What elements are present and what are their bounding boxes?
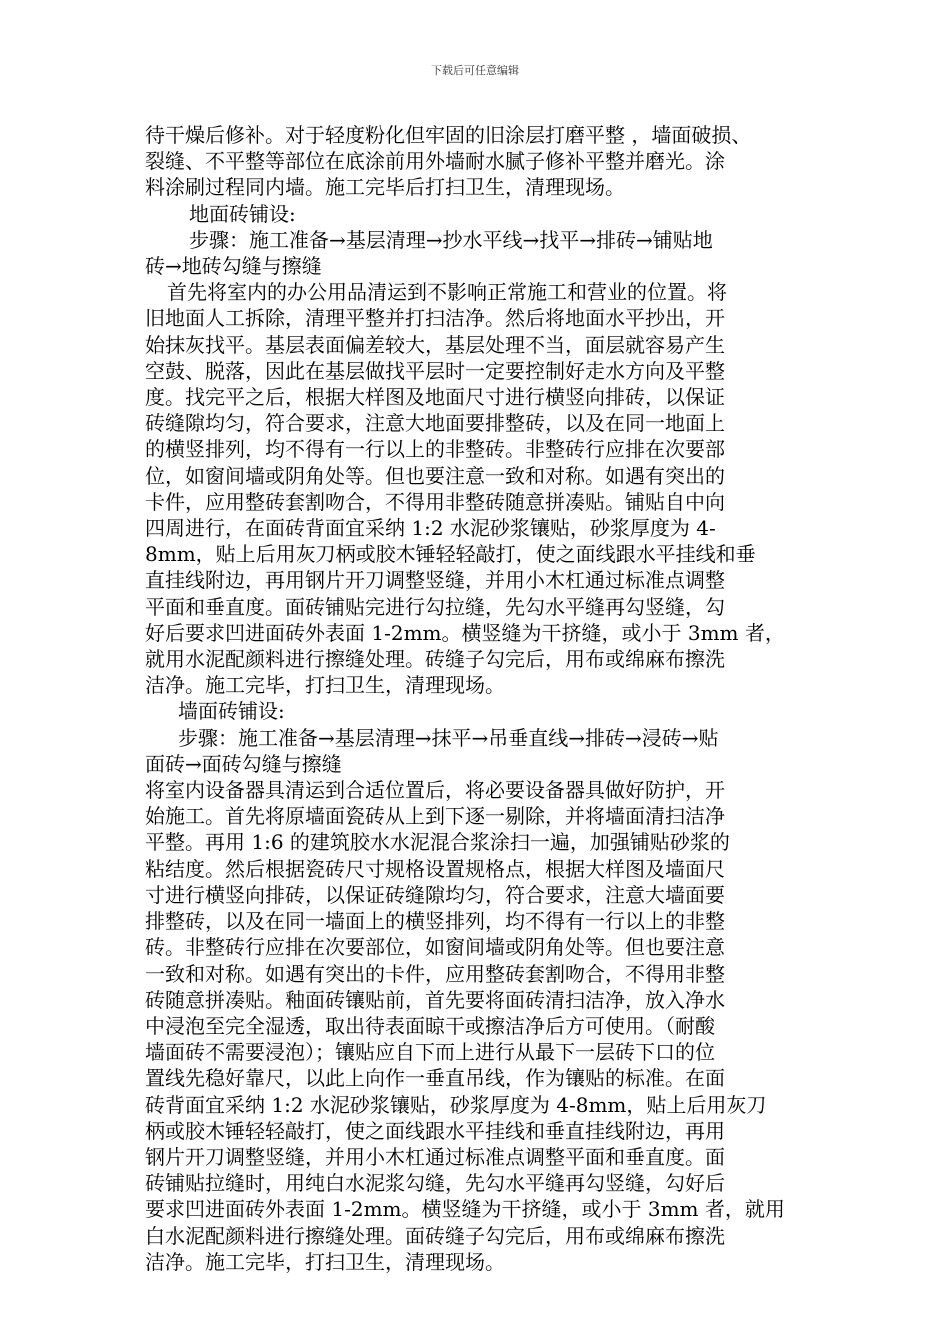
text-line: 直挂线附边，再用钢片开刀调整竖缝，并用小木杠通过标准点调整 [145,568,725,593]
steps-line: 步骤：施工准备→基层清理→抹平→吊垂直线→排砖→浸砖→贴 [178,725,719,750]
text-line: 度。找完平之后，根据大样图及地面尺寸进行横竖向排砖，以保证 [145,385,725,410]
text-line: 砖缝隙均匀，符合要求，注意大地面要排整砖，以及在同一地面上 [145,411,725,436]
text-line: 洁净。施工完毕，打扫卫生，清理现场。 [145,673,505,698]
text-line: 寸进行横竖向排砖，以保证砖缝隙均匀，符合要求，注意大墙面要 [145,882,725,907]
document-body [145,122,813,1275]
text-line: 旧地面人工拆除，清理平整并打扫洁净。然后将地面水平抄出，开 [145,306,725,331]
text-line: 砖→地砖勾缝与擦缝 [145,254,322,279]
text-line: 将室内设备器具清运到合适位置后，将必要设备器具做好防护，开 [145,778,725,803]
text-line: 平面和垂直度。面砖铺贴完进行勾拉缝，先勾水平缝再勾竖缝，勾 [145,594,725,619]
steps-line: 步骤：施工准备→基层清理→抄水平线→找平→排砖→铺贴地 [189,227,713,252]
text-line: 一致和对称。如遇有突出的卡件，应用整砖套割吻合，不得用非整 [145,961,725,986]
text-line: 砖。非整砖行应排在次要部位，如窗间墙或阴角处等。但也要注意 [145,935,725,960]
text-line: 始施工。首先将原墙面瓷砖从上到下逐一剔除，并将墙面清扫洁净 [145,804,725,829]
text-line: 柄或胶木锤轻轻敲打，使之面线跟水平挂线和垂直挂线附边，再用 [145,1118,725,1143]
text-line: 砖背面宜采纳 1:2 水泥砂浆镶贴，砂浆厚度为 4-8mm，贴上后用灰刀 [145,1092,767,1117]
text-line: 砖铺贴拉缝时，用纯白水泥浆勾缝，先勾水平缝再勾竖缝，勾好后 [145,1171,725,1196]
text-line: 卡件，应用整砖套割吻合，不得用非整砖随意拼凑贴。铺贴自中向 [145,489,725,514]
text-line: 位，如窗间墙或阴角处等。但也要注意一致和对称。如遇有突出的 [145,463,725,488]
text-line: 平整。再用 1:6 的建筑胶水水泥混合浆涂扫一遍，加强铺贴砂浆的 [145,830,730,855]
text-line: 要求凹进面砖外表面 1-2mm。横竖缝为干挤缝，或小于 3mm 者，就用 [145,1197,785,1222]
text-line: 空鼓、脱落，因此在基层做找平层时一定要控制好走水方向及平整 [145,358,725,383]
text-line: 粘结度。然后根据瓷砖尺寸规格设置规格点，根据大样图及墙面尺 [145,856,725,881]
text-line: 好后要求凹进面砖外表面 1-2mm。横竖缝为干挤缝，或小于 3mm 者， [145,620,785,645]
text-line: 墙面砖不需要浸泡）；镶贴应自下而上进行从最下一层砖下口的位 [145,1040,715,1065]
text-line: 就用水泥配颜料进行擦缝处理。砖缝子勾完后，用布或绵麻布擦洗 [145,647,725,672]
text-line: 砖随意拼凑贴。釉面砖镶贴前，首先要将面砖清扫洁净，放入净水 [145,987,725,1012]
text-line: 面砖→面砖勾缝与擦缝 [145,751,342,776]
text-line: 待干燥后修补。对于轻度粉化但牢固的旧涂层打磨平整 ，墙面破损、 [145,123,752,147]
section-heading-floor-tile: 地面砖铺设: [189,201,296,226]
text-line: 8mm，贴上后用灰刀柄或胶木锤轻轻敲打，使之面线跟水平挂线和垂 [145,542,756,567]
text-line: 首先将室内的办公用品清运到不影响正常施工和营业的位置。将 [167,280,727,305]
text-line: 钢片开刀调整竖缝，并用小木杠通过标准点调整平面和垂直度。面 [145,1144,725,1169]
section-heading-wall-tile: 墙面砖铺设: [178,699,285,724]
text-line: 裂缝、不平整等部位在底涂前用外墙耐水腻子修补平整并磨光。涂 [145,149,725,174]
text-line: 四周进行，在面砖背面宜采纳 1:2 水泥砂浆镶贴，砂浆厚度为 4- [145,516,716,541]
text-line: 的横竖排列，均不得有一行以上的非整砖。非整砖行应排在次要部 [145,437,725,462]
text-line: 排整砖，以及在同一墙面上的横竖排列，均不得有一行以上的非整 [145,909,725,934]
text-line: 置线先稳好靠尺，以此上向作一垂直吊线，作为镶贴的标准。在面 [145,1066,725,1091]
text-line: 料涂刷过程同内墙。施工完毕后打扫卫生，清理现场。 [145,175,625,200]
text-line: 白水泥配颜料进行擦缝处理。面砖缝子勾完后，用布或绵麻布擦洗 [145,1223,725,1248]
text-line: 始抹灰找平。基层表面偏差较大，基层处理不当，面层就容易产生 [145,332,725,357]
page-header-note: 下载后可任意编辑 [431,64,519,77]
text-line: 洁净。施工完毕，打扫卫生，清理现场。 [145,1249,505,1274]
text-line: 中浸泡至完全湿透，取出待表面晾干或擦洁净后方可使用。（耐酸 [145,1013,715,1038]
